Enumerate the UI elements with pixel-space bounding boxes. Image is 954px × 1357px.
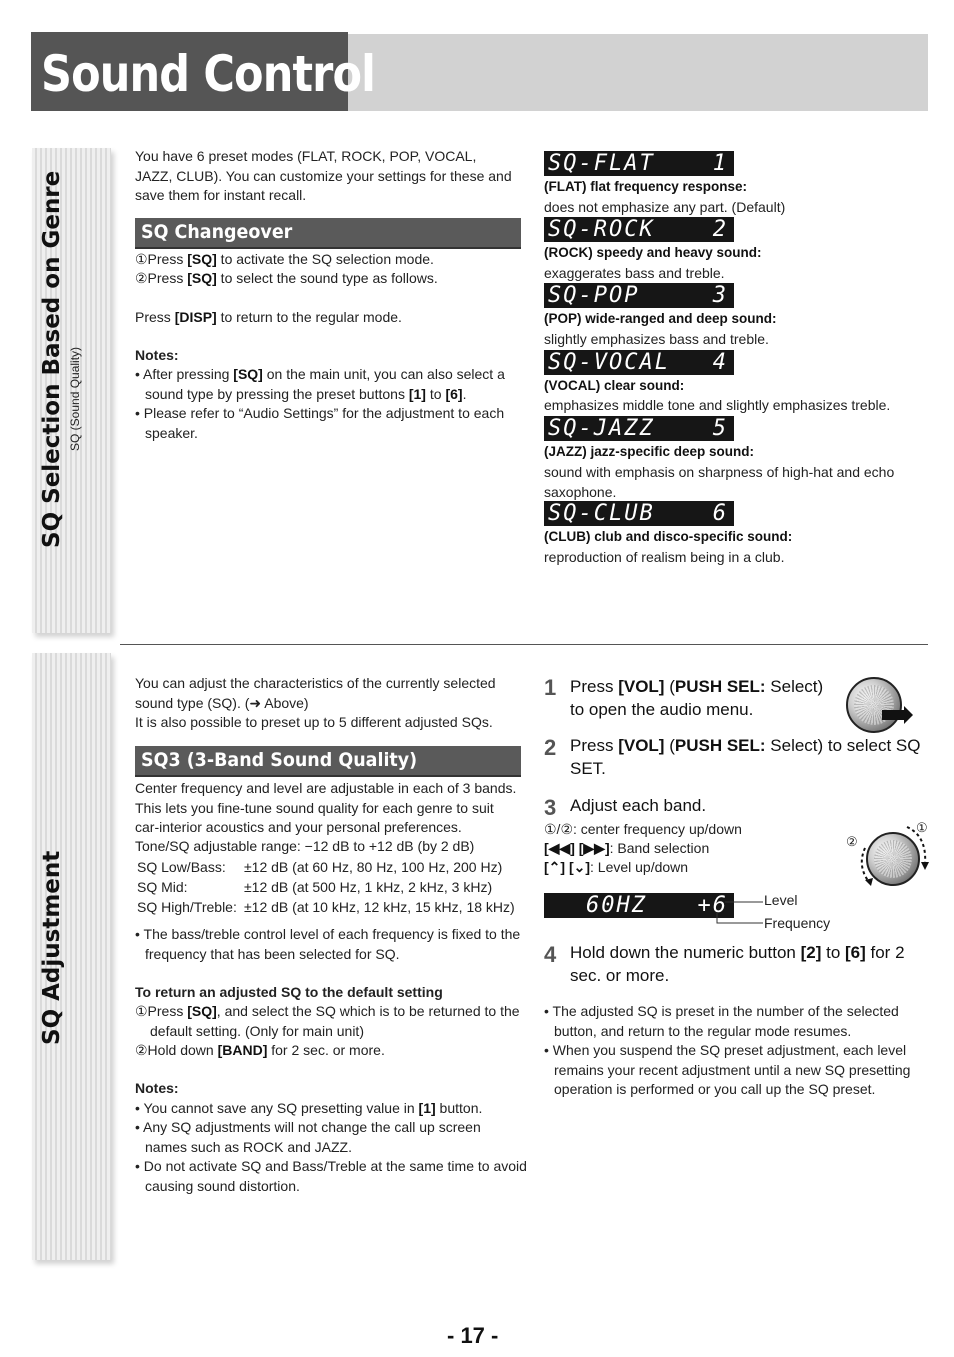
mode-heading-club: (CLUB) club and disco-specific sound: (544, 529, 793, 544)
side-tab-sq-adjustment (32, 653, 111, 1260)
note-item: • Any SQ adjustments will not change the call up screen names such as ROCK and JAZZ. (135, 1119, 481, 1155)
frequency-label: Frequency (764, 915, 831, 931)
knob-label-2: ② (846, 834, 858, 849)
step-3-text: Adjust each band. (570, 796, 707, 815)
side-tab-sq-selection (32, 148, 111, 633)
section2-intro-2: It is also possible to preset up to 5 different adjusted SQs. (135, 714, 493, 730)
default-step-1: ①Press [SQ], and select the SQ which is to be returned to the default setting. (Only for main unit) (135, 1003, 520, 1039)
notes-heading: Notes: (135, 347, 179, 363)
step-number: 4 (544, 942, 557, 967)
callout-lines (715, 895, 765, 927)
sq3-heading: SQ3 (3-Band Sound Quality) (141, 749, 418, 771)
fixed-frequency-note: • The bass/treble control level of each frequency is fixed to the frequency that has been selected for SQ. (135, 926, 521, 962)
sq3-heading-bar (135, 746, 521, 777)
sq3-description: Center frequency and level are adjustable in each of 3 bands. This lets you fine-tune sound quality for each genre to suit car-interior acoustics and your personal preferences. (135, 780, 517, 835)
mode-heading-jazz: (JAZZ) jazz-specific deep sound: (544, 444, 755, 459)
section-title-sq-selection: SQ Selection Based on Genre (39, 170, 65, 548)
step-number: 2 (544, 735, 557, 760)
mode-desc-flat: does not emphasize any part. (Default) (544, 199, 786, 215)
return-instruction: Press [DISP] to return to the regular mode. (135, 309, 402, 325)
note-item: • Please refer to “Audio Settings” for the adjustment to each speaker. (135, 405, 505, 441)
band-help-selection: [◀◀] [▶▶]: Band selection (544, 840, 710, 856)
lcd-display-rock: SQ-ROCK 2 (544, 217, 734, 242)
mode-desc-club: reproduction of realism being in a club. (544, 549, 785, 565)
section-subtitle: SQ (Sound Quality) (68, 346, 82, 451)
lcd-display-vocal: SQ-VOCAL 4 (544, 350, 734, 375)
sq-changeover-heading-bar (135, 218, 521, 249)
result-note-2: • When you suspend the SQ preset adjustment, each level remains your recent adjustment until a new SQ presetting operation is performed or you call up the SQ preset. (544, 1042, 911, 1097)
note-item: • After pressing [SQ] on the main unit, you can also select a sound type by pressing the preset buttons [1] to [6]. (135, 366, 505, 402)
step-number: 1 (544, 675, 557, 700)
section-divider (120, 644, 928, 645)
pointing-hand-icon (880, 704, 914, 726)
step-2-text: Press [VOL] (PUSH SEL: Select) to select SQ SET. (570, 736, 921, 778)
sq-changeover-heading: SQ Changeover (141, 221, 293, 243)
note-item: • Do not activate SQ and Bass/Treble at the same time to avoid causing sound distortion. (135, 1158, 527, 1194)
lcd-display-band: 60HZ +6 (544, 893, 734, 918)
page-title: Sound Control (41, 45, 376, 103)
step-4-text: Hold down the numeric button [2] to [6] for 2 sec. or more. (570, 943, 905, 985)
changeover-step-2: ②Press [SQ] to select the sound type as follows. (135, 270, 438, 286)
band-help-frequency: ①/②: center frequency up/down (544, 821, 742, 837)
band-value-low: ±12 dB (at 60 Hz, 80 Hz, 100 Hz, 200 Hz) (244, 859, 503, 875)
mode-desc-rock: exaggerates bass and treble. (544, 265, 725, 281)
lcd-display-flat: SQ-FLAT 1 (544, 151, 734, 176)
note-item: • You cannot save any SQ presetting value in [1] button. (135, 1100, 483, 1116)
result-note-1: • The adjusted SQ is preset in the number of the selected button, and return to the regular mode resumes. (544, 1003, 899, 1039)
step-number: 3 (544, 795, 557, 820)
page-number: - 17 - (447, 1323, 499, 1348)
section1-intro: You have 6 preset modes (FLAT, ROCK, POP, VOCAL, JAZZ, CLUB). You can customize your settings for these and save them for instant recall. (135, 148, 512, 203)
band-help-level: [⌃] [⌄]: Level up/down (544, 859, 689, 875)
band-value-high: ±12 dB (at 10 kHz, 12 kHz, 15 kHz, 18 kHz) (244, 899, 515, 915)
band-name-mid: SQ Mid: (137, 879, 188, 895)
lcd-display-jazz: SQ-JAZZ 5 (544, 416, 734, 441)
section2-intro: You can adjust the characteristics of the currently selected sound type (SQ). (➜ Above) (135, 675, 496, 711)
lcd-display-pop: SQ-POP 3 (544, 283, 734, 308)
knob-label-1: ① (916, 820, 928, 835)
level-label: Level (764, 892, 798, 908)
changeover-step-1: ①Press [SQ] to activate the SQ selection mode. (135, 251, 434, 267)
mode-desc-jazz: sound with emphasis on sharpness of high-hat and echo saxophone. (544, 464, 895, 500)
band-value-mid: ±12 dB (at 500 Hz, 1 kHz, 2 kHz, 3 kHz) (244, 879, 493, 895)
notes-heading-2: Notes: (135, 1080, 179, 1096)
mode-heading-pop: (POP) wide-ranged and deep sound: (544, 311, 777, 326)
mode-desc-vocal: emphasizes middle tone and slightly emphasizes treble. (544, 397, 891, 413)
mode-heading-flat: (FLAT) flat frequency response: (544, 179, 748, 194)
default-setting-heading: To return an adjusted SQ to the default setting (135, 984, 443, 1000)
section-title-sq-adjustment: SQ Adjustment (39, 850, 65, 1045)
adjustable-range: Tone/SQ adjustable range: −12 dB to +12 dB (by 2 dB) (135, 838, 475, 854)
band-name-high: SQ High/Treble: (137, 899, 237, 915)
mode-desc-pop: slightly emphasizes bass and treble. (544, 331, 769, 347)
mode-heading-rock: (ROCK) speedy and heavy sound: (544, 245, 762, 260)
band-name-low: SQ Low/Bass: (137, 859, 226, 875)
default-step-2: ②Hold down [BAND] for 2 sec. or more. (135, 1042, 385, 1058)
mode-heading-vocal: (VOCAL) clear sound: (544, 378, 685, 393)
lcd-display-club: SQ-CLUB 6 (544, 501, 734, 526)
step-1-text: Press [VOL] (PUSH SEL: Select) to open the audio menu. (570, 677, 824, 719)
